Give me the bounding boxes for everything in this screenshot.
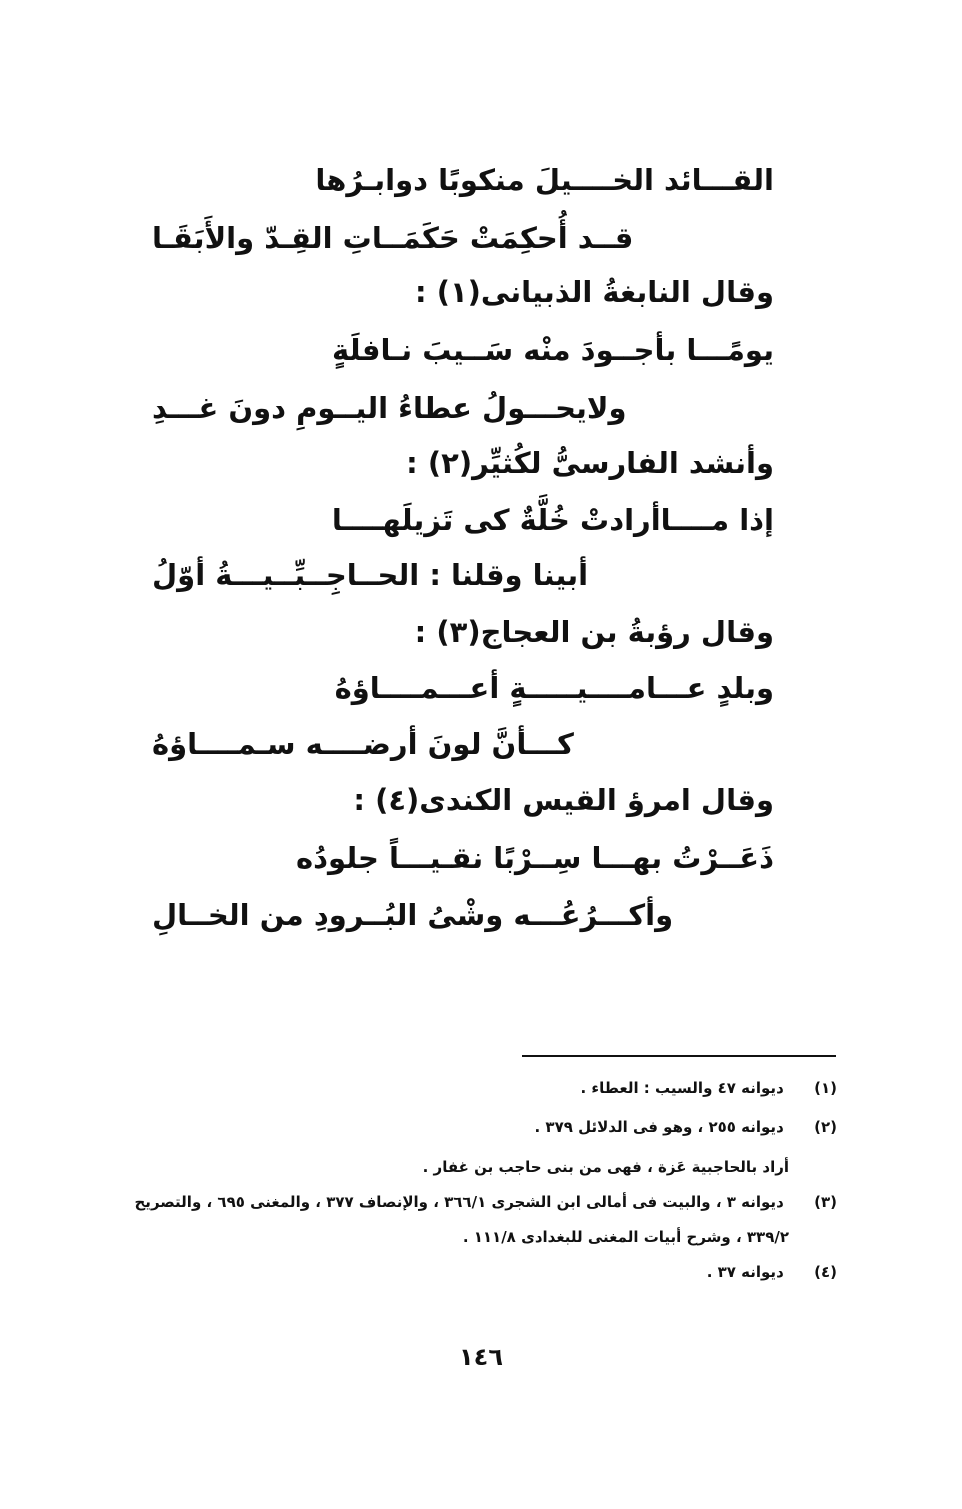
footnote-3-number: (٣): [814, 1193, 837, 1211]
footnote-3: [135, 1190, 838, 1214]
verse-3-first-hemistich: إذا مــــاأرادتْ خُلَّةٌ كى تَزيلَهــــا: [331, 503, 774, 537]
footnote-1-text: ديوانه ٤٧ والسيب : العطاء .: [580, 1079, 784, 1097]
verse-2-first-hemistich: يومًـــا بأجــودَ منْه سَــيبَ نـافلَةٍ: [332, 333, 774, 367]
footnote-4: [707, 1260, 837, 1284]
footnote-4-text: ديوانه ٣٧ .: [706, 1263, 784, 1281]
footnote-2: [535, 1115, 838, 1139]
footnote-1-number: (١): [814, 1079, 837, 1097]
verse-3-second-hemistich: أبينا وقلنا : الحــاجِــبِّــيـــةُ أوّلُ: [152, 558, 589, 592]
footnote-3-text: ديوانه ٣ ، والبيت فى أمالى ابن الشجرى ٣٦٦/١ ، والإنصاف ٣٧٧ ، والمغنى ٦٩٥ ، والتصريح: [134, 1193, 784, 1211]
footnote-2-text: ديوانه ٢٥٥ ، وهو فى الدلائل ٣٧٩ .: [534, 1118, 784, 1136]
footnote-4-number: (٤): [814, 1263, 837, 1281]
verse-4-first-hemistich: وبلدٍ عـــامــــيـــــةٍ أعـــمــــاؤهُ: [334, 671, 774, 705]
verse-2-second-hemistich: ولايحـــولُ عطاءُ اليــومِ دونَ غـــدِ: [152, 391, 627, 425]
verse-5-second-hemistich: وأكـــرُعُـــه وشْىُ البُــرودِ من الخــالِ: [152, 898, 674, 932]
page-number: ١٤٦: [459, 1343, 503, 1371]
footnote-separator-rule: [522, 1055, 836, 1057]
attribution-nabigha: وقال النابغةُ الذبيانى(١) :: [415, 275, 774, 309]
verse-1-first-hemistich: القـــائد الخــــيلَ منكوبًا دوابـرُها: [315, 163, 774, 197]
attribution-kuthayyir: وأنشد الفارسىُّ لكُثيِّر(٢) :: [406, 446, 774, 480]
footnote-2-number: (٢): [814, 1118, 837, 1136]
verse-5-first-hemistich: ذَعَــرْتُ بهـــا سِــرْبًا نقـيـــاً جلودُه: [296, 841, 774, 875]
footnote-2-continuation: أراد بالحاجبية عَزة ، فهى من بنى حاجب بن غفار .: [422, 1158, 789, 1176]
verse-1-second-hemistich: قــد أُحكِمَتْ حَكَمَــاتِ القِـدّ والأَبَقَـا: [152, 221, 634, 255]
verse-4-second-hemistich: كـــأنَّ لونَ أرضــــه سـمــــاؤهُ: [152, 727, 574, 761]
attribution-imru-al-qays: وقال امرؤ القيس الكندى(٤) :: [353, 783, 774, 817]
footnote-3-continuation: ٣٣٩/٢ ، وشرح أبيات المغنى للبغدادى ١١١/٨ .: [462, 1228, 789, 1246]
footnote-1: [581, 1076, 837, 1100]
attribution-ruba: وقال رؤبةُ بن العجاج(٣) :: [414, 615, 774, 649]
